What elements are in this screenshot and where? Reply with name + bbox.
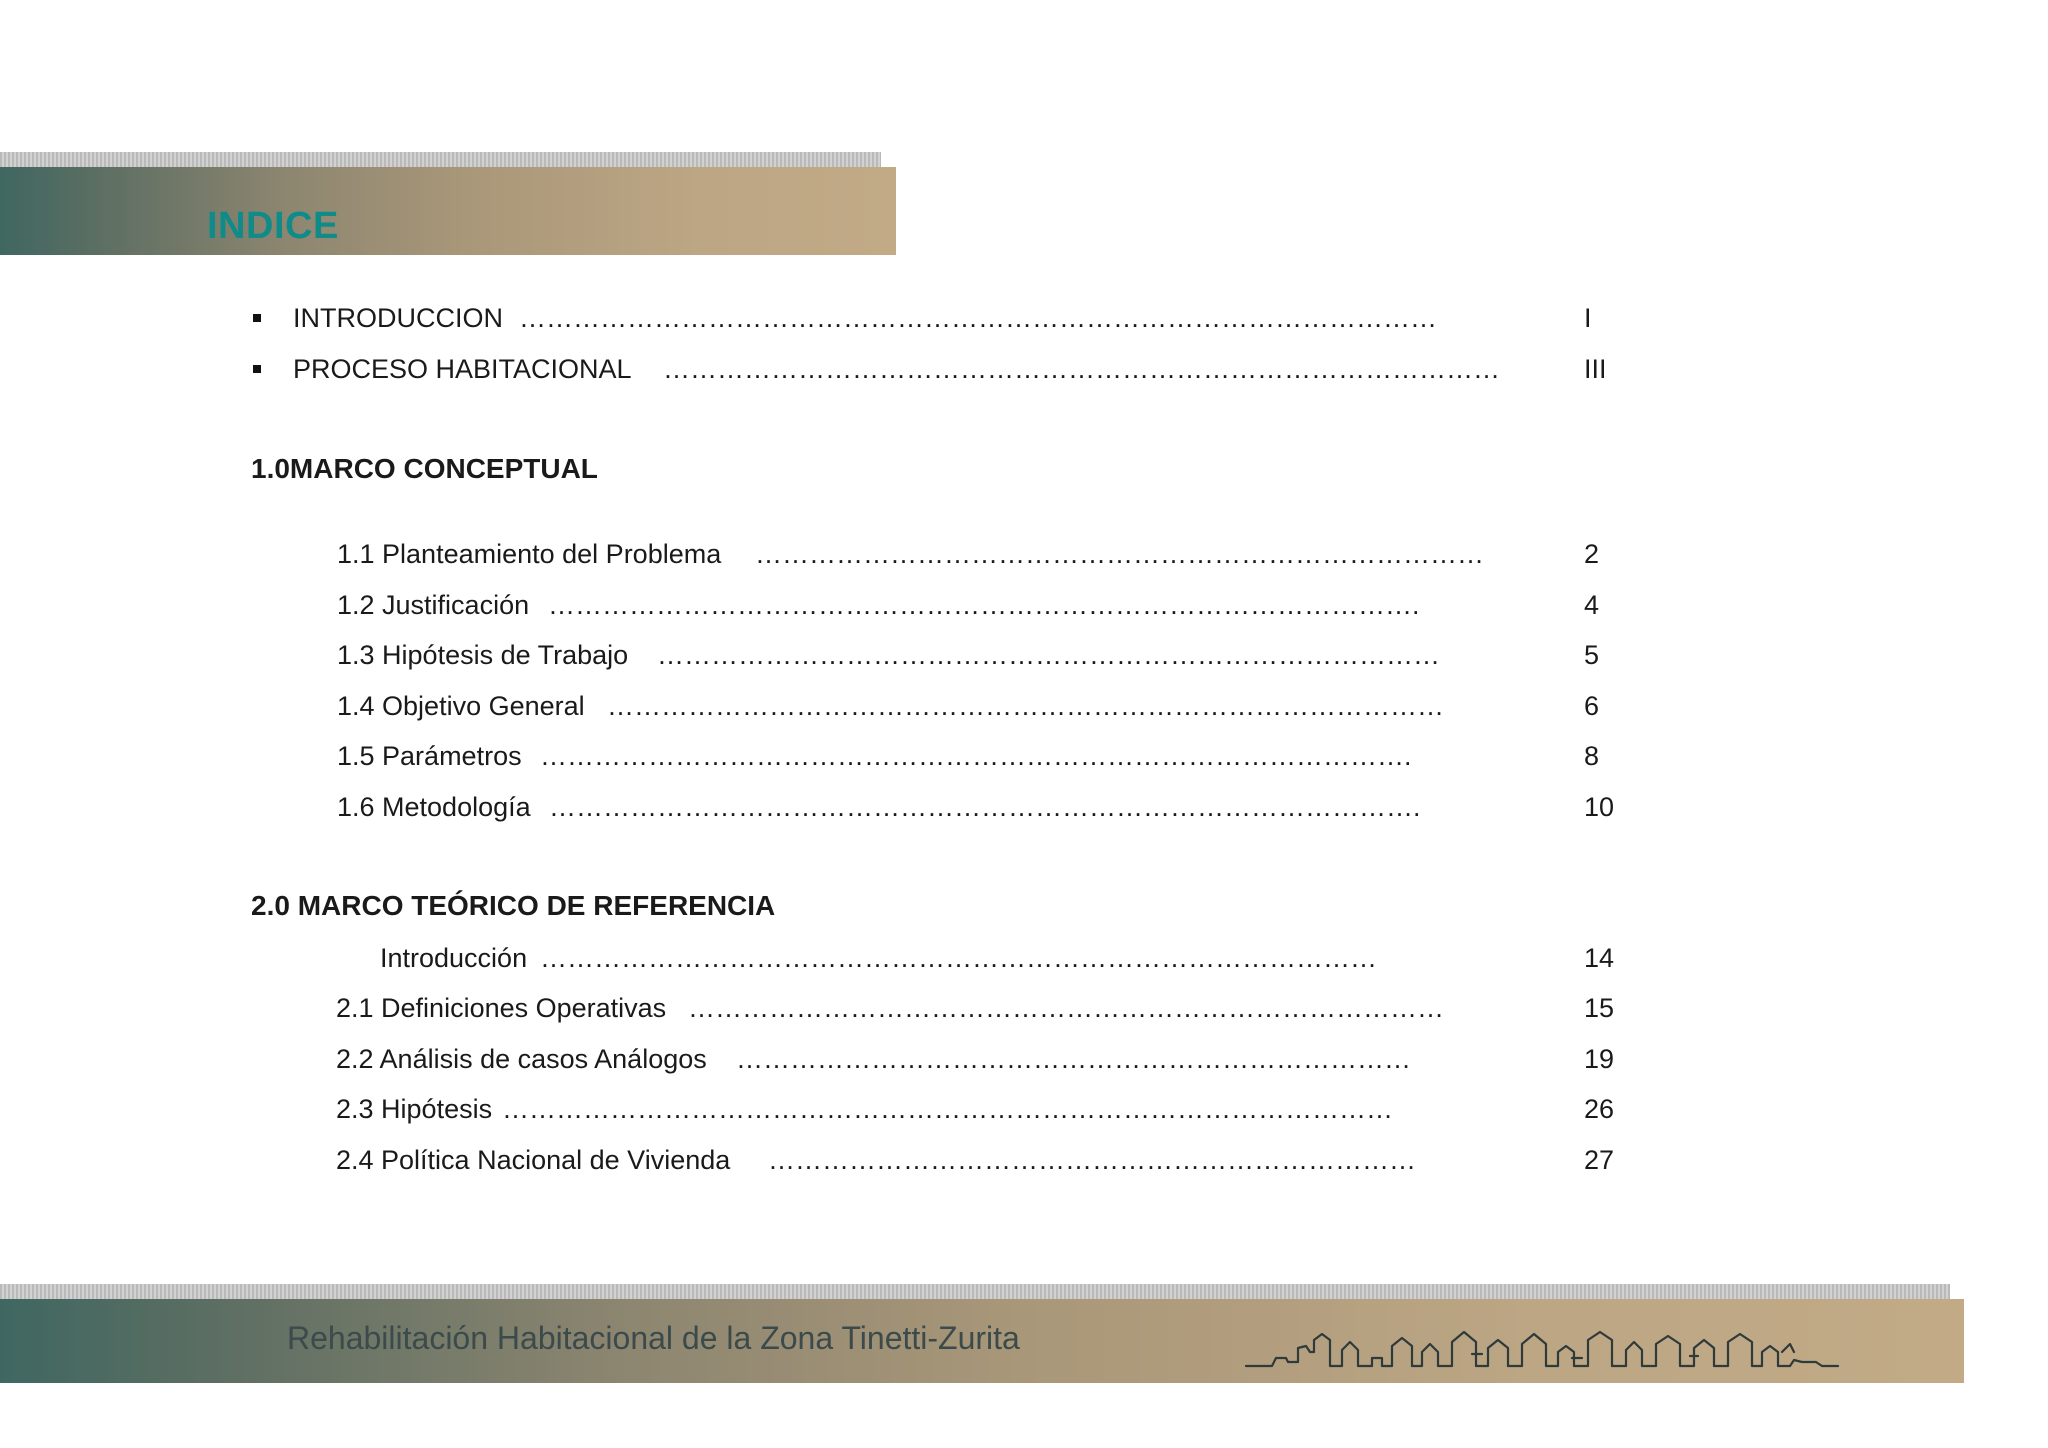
section-heading: 2.0 MARCO TEÓRICO DE REFERENCIA (251, 890, 776, 921)
toc-label: 2.3 Hipótesis (336, 1094, 493, 1124)
dot-leader: ……………………………………………………………………………………… (502, 1094, 1393, 1124)
toc-row (337, 534, 1637, 574)
dot-leader: ……………………………………………………………………… (755, 539, 1484, 569)
dot-leader: ……………………………………………………………………………………. (549, 792, 1421, 822)
toc-row (336, 1140, 1636, 1180)
toc-page: 19 (1584, 1044, 1615, 1074)
dot-leader: ………………………………………………………………………………………… (519, 303, 1437, 333)
toc-page: 4 (1584, 590, 1600, 620)
toc-page: 8 (1584, 741, 1600, 771)
toc-label: 2.2 Análisis de casos Análogos (336, 1044, 707, 1074)
dot-leader: ………………………………………………………………………………… (607, 691, 1444, 721)
toc-label: INTRODUCCION (293, 303, 503, 333)
toc-label: 1.4 Objetivo General (337, 691, 585, 721)
toc-row (337, 787, 1637, 827)
toc-label: 1.6 Metodología (337, 792, 531, 822)
toc-row (293, 349, 1633, 389)
toc-label: PROCESO HABITACIONAL (293, 354, 632, 384)
toc-row (337, 585, 1637, 625)
footer-stripe (0, 1284, 1950, 1299)
toc-page: 2 (1584, 539, 1600, 569)
dot-leader: ……………………………………………………………………………………. (548, 590, 1420, 620)
toc-row (337, 736, 1637, 776)
toc-row (337, 635, 1637, 675)
dot-leader: ………………………………………………………………………………… (663, 354, 1500, 384)
toc-page: 5 (1584, 640, 1600, 670)
toc-label: Introducción (380, 943, 528, 973)
page-title: INDICE (207, 205, 339, 247)
toc-label: 1.2 Justificación (337, 590, 530, 620)
toc-row (380, 938, 1640, 978)
toc-row (336, 1039, 1636, 1079)
toc-label: 1.5 Parámetros (337, 741, 522, 771)
header-band (0, 167, 896, 255)
toc-label: 2.4 Política Nacional de Vivienda (336, 1145, 731, 1175)
houses-skyline-icon (1242, 1322, 1842, 1370)
dot-leader: ………………………………………………………………………………… (540, 943, 1377, 973)
bullet-icon (253, 314, 261, 322)
toc-page: 6 (1584, 691, 1600, 721)
toc-row (293, 298, 1633, 338)
dot-leader: …………………………………………………………………………… (657, 640, 1440, 670)
toc-label: 1.1 Planteamiento del Problema (337, 539, 722, 569)
dot-leader: ………………………………………………………………… (736, 1044, 1411, 1074)
toc-row (336, 988, 1636, 1028)
toc-page: I (1584, 303, 1592, 333)
footer-title: Rehabilitación Habitacional de la Zona Tinetti-Zurita (287, 1320, 1020, 1356)
toc-row (336, 1089, 1636, 1129)
bullet-icon (253, 365, 261, 373)
dot-leader: ………………………………………………………………………… (688, 993, 1444, 1023)
toc-row (337, 686, 1637, 726)
toc-page: 27 (1584, 1145, 1615, 1175)
toc-page: 14 (1584, 943, 1615, 973)
dot-leader: ……………………………………………………………………………………. (540, 741, 1412, 771)
toc-label: 2.1 Definiciones Operativas (336, 993, 667, 1023)
toc-page: III (1584, 354, 1607, 384)
toc-page: 26 (1584, 1094, 1615, 1124)
toc-page: 15 (1584, 993, 1615, 1023)
header-stripe (0, 152, 881, 167)
toc-label: 1.3 Hipótesis de Trabajo (337, 640, 629, 670)
toc-page: 10 (1584, 792, 1615, 822)
section-heading: 1.0MARCO CONCEPTUAL (251, 453, 598, 484)
dot-leader: ……………………………………………………………… (768, 1145, 1416, 1175)
